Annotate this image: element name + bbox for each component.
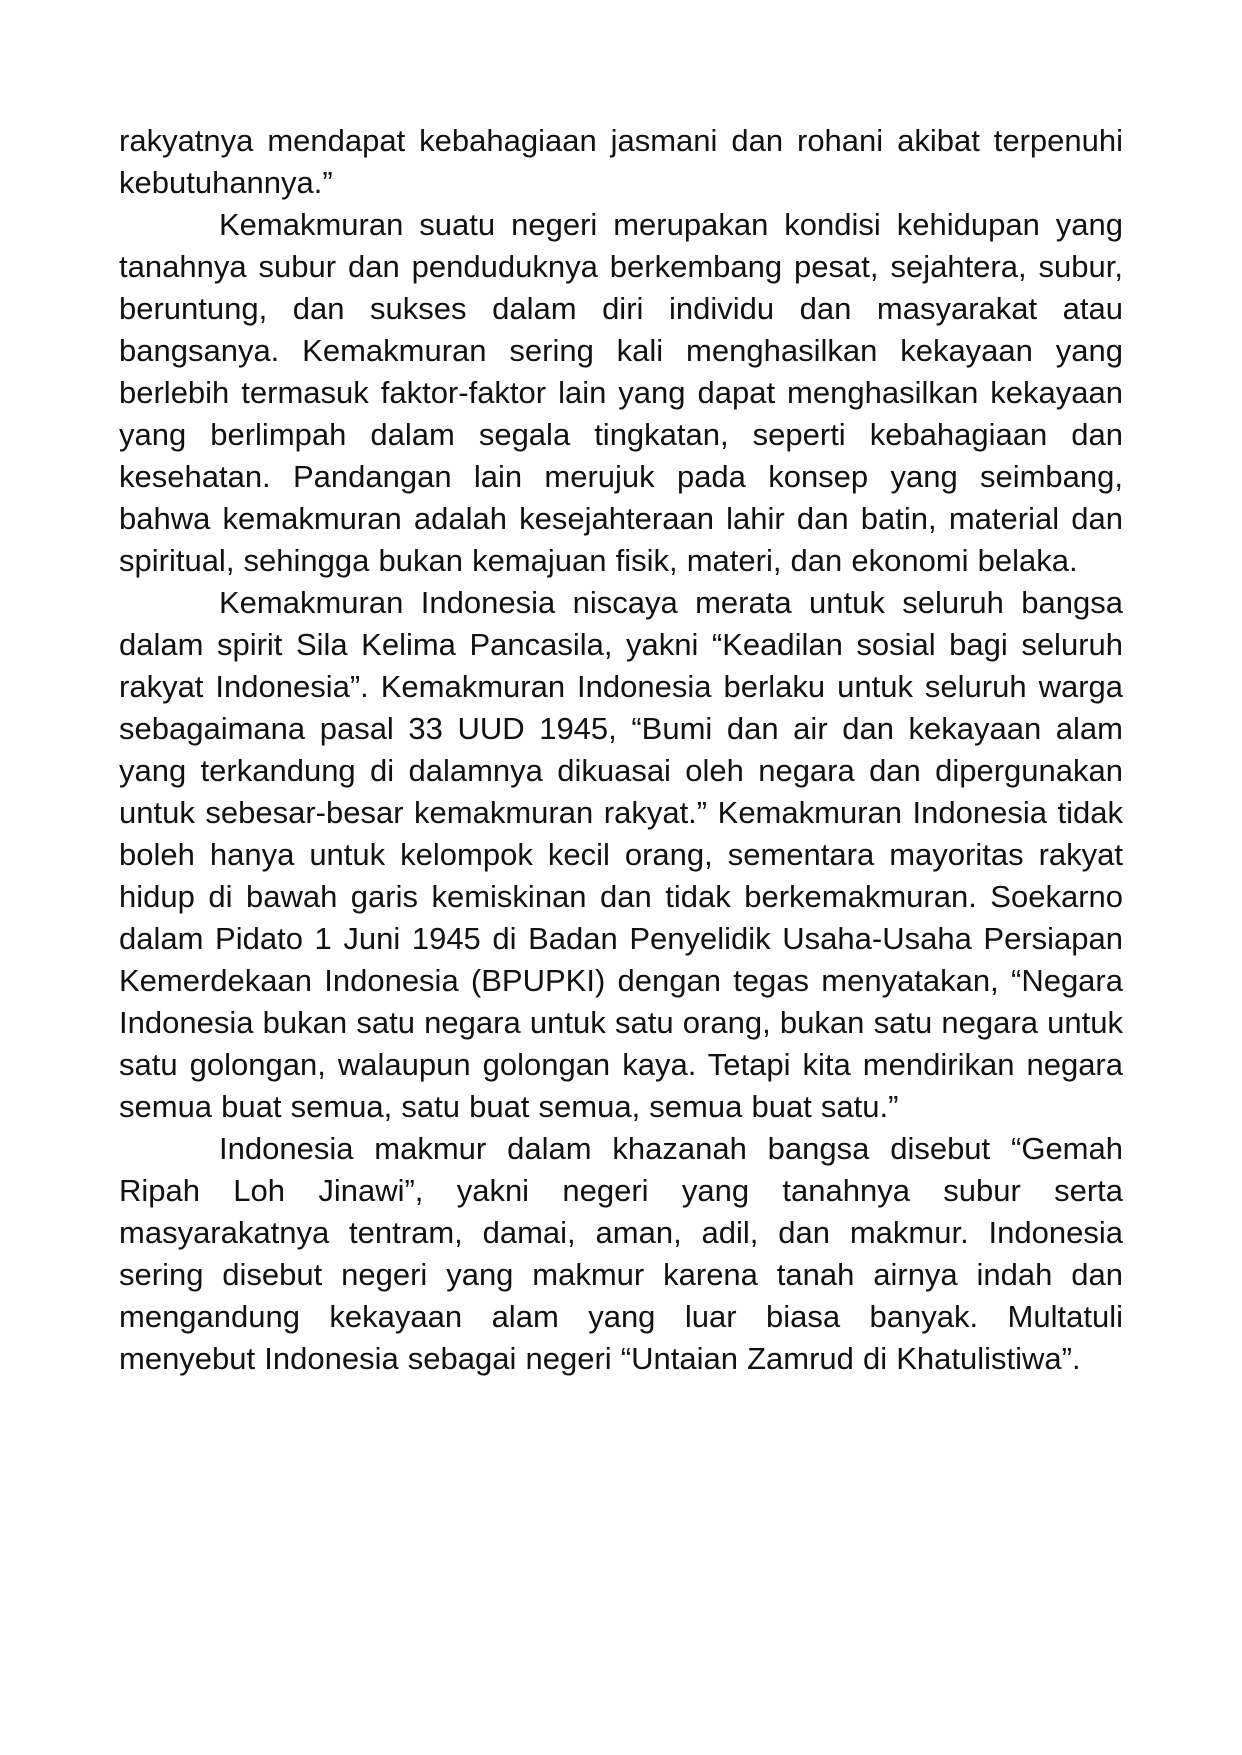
paragraph-kemakmuran-indonesia: Kemakmuran Indonesia niscaya merata untuk seluruh bangsa dalam spirit Sila Kelima Pancasila, yakni “Keadilan sosial bagi seluruh rakyat Indonesia”. Kemakmuran Indonesia berlaku untuk seluruh warga sebagaimana pasal 33 UUD 1945, “Bumi dan air dan kekayaan alam yang terkandung di dalamnya dikuasai oleh negara dan dipergunakan untuk sebesar-besar kemakmuran rakyat.” Kemakmuran Indonesia tidak boleh hanya untuk kelompok kecil orang, sementara mayoritas rakyat hidup di bawah garis kemiskinan dan tidak berkemakmuran. Soekarno dalam Pidato 1 Juni 1945 di Badan Penyelidik Usaha-Usaha Persiapan Kemerdekaan Indonesia (BPUPKI) dengan tegas menyatakan, “Negara Indonesia bukan satu negara untuk satu orang, bukan satu negara untuk satu golongan, walaupun golongan kaya. Tetapi kita mendirikan negara semua buat semua, satu buat semua, semua buat satu.”	[119, 585, 1123, 1124]
paragraph-gemah-ripah: Indonesia makmur dalam khazanah bangsa disebut “Gemah Ripah Loh Jinawi”, yakni negeri yang tanahnya subur serta masyarakatnya tentram, damai, aman, adil, dan makmur. Indonesia sering disebut negeri yang makmur karena tanah airnya indah dan mengandung kekayaan alam yang luar biasa banyak. Multatuli menyebut Indonesia sebagai negeri “Untaian Zamrud di Khatulistiwa”.	[119, 1131, 1123, 1376]
paragraph-kemakmuran-definition: Kemakmuran suatu negeri merupakan kondisi kehidupan yang tanahnya subur dan penduduknya berkembang pesat, sejahtera, subur, beruntung, dan sukses dalam diri individu dan masyarakat atau bangsanya. Kemakmuran sering kali menghasilkan kekayaan yang berlebih termasuk faktor-faktor lain yang dapat menghasilkan kekayaan yang berlimpah dalam segala tingkatan, seperti kebahagiaan dan kesehatan. Pandangan lain merujuk pada konsep yang seimbang, bahwa kemakmuran adalah kesejahteraan lahir dan batin, material dan spiritual, sehingga bukan kemajuan fisik, materi, dan ekonomi belaka.	[119, 207, 1123, 578]
body-text	[119, 120, 1123, 1380]
paragraph-continuation: rakyatnya mendapat kebahagiaan jasmani dan rohani akibat terpenuhi kebutuhannya.”	[119, 123, 1123, 200]
